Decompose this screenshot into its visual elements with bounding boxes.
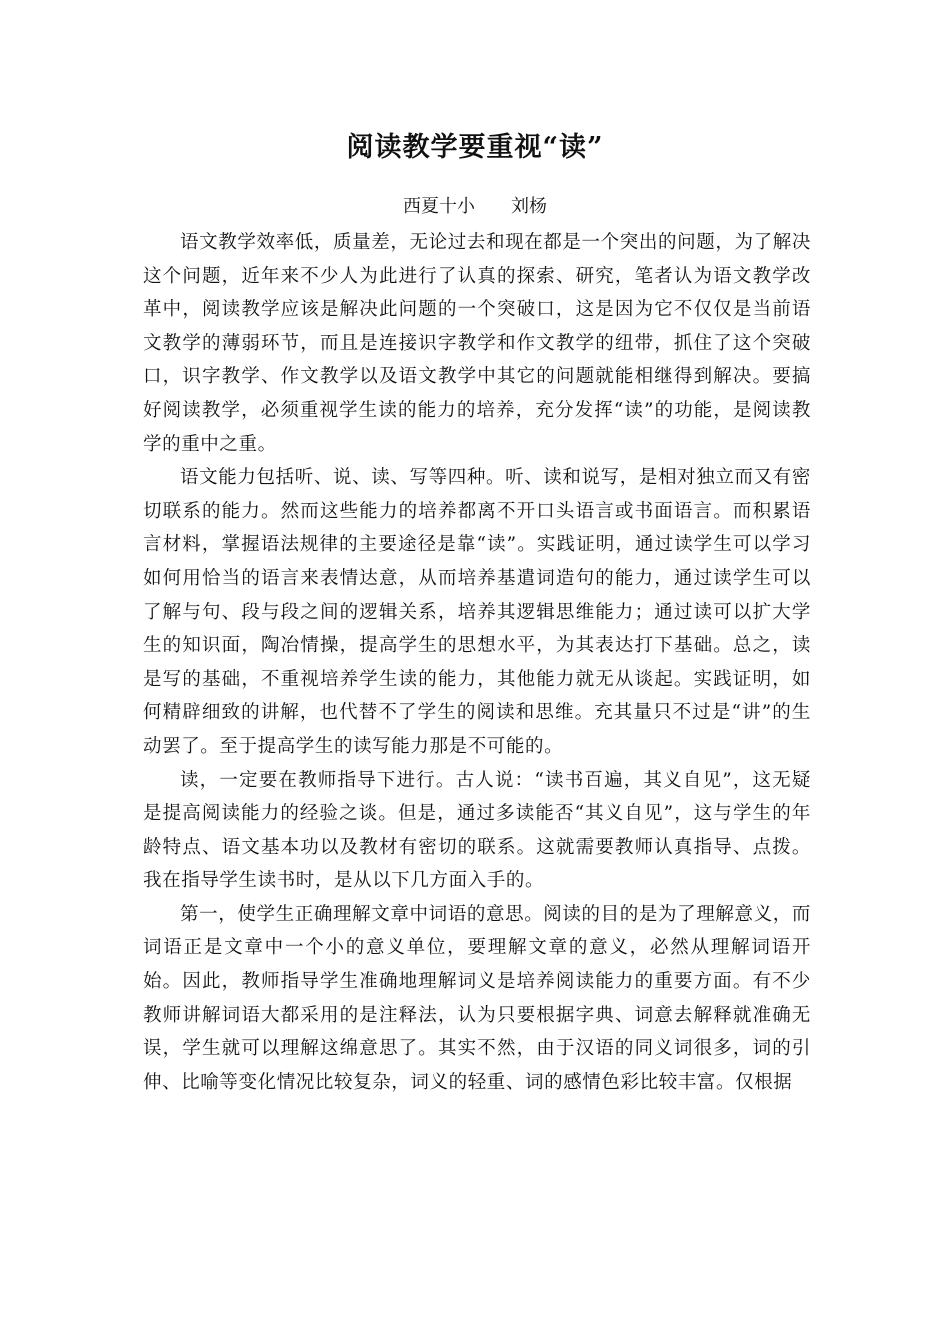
paragraph-2: 语文能力包括听、说、读、写等四种。听、读和说写，是相对独立而又有密切联系的能力。然而这些能力的培养都离不开口头语言或书面语言。而积累语言材料，掌握语法规律的主要途径是靠“读”。实践证明，通过读学生可以学习如何用恰当的语言来表情达意，从而培养基遣词造句的能力，通过读学生可以了解与句、段与段之间的逻辑关系，培养其逻辑思维能力；通过读可以扩大学生的知识面，陶冶情操，提高学生的思想水平，为其表达打下基础。总之，读是写的基础，不重视培养学生读的能力，其他能力就无从谈起。实践证明，如何精辟细致的讲解，也代替不了学生的阅读和思维。充其量只不过是“讲”的生动罢了。至于提高学生的读写能力那是不可能的。 xyxy=(143,467,811,757)
paragraph-4: 第一，使学生正确理解文章中词语的意思。阅读的目的是为了理解意义，而词语正是文章中一个小的意义单位，要理解文章的意义，必然从理解词语开始。因此，教师指导学生准确地理解词义是培养阅读能力的重要方面。有不少教师讲解词语大都采用的是注释法，认为只要根据字典、词意去解释就准确无误，学生就可以理解这绵意思了。其实不然，由于汉语的同义词很多，词的引伸、比喻等变化情况比较复杂，词义的轻重、词的感情色彩比较丰富。仅根据 xyxy=(143,903,811,1093)
paragraph-1: 语文教学效率低，质量差，无论过去和现在都是一个突出的问题，为了解决这个问题，近年来不少人为此进行了认真的探索、研究，笔者认为语文教学改革中，阅读教学应该是解决此问题的一个突破口，这是因为它不仅仅是当前语文教学的薄弱环节，而且是连接识字教学和作文教学的纽带，抓住了这个突破口，识字教学、作文教学以及语文教学中其它的问题就能相继得到解决。要搞好阅读教学，必须重视学生读的能力的培养，充分发挥“读”的功能，是阅读教学的重中之重。 xyxy=(143,232,811,455)
document-title: 阅读教学要重视“读” xyxy=(346,132,604,163)
author-name: 刘杨 xyxy=(511,196,547,217)
paragraph-3: 读，一定要在教师指导下进行。古人说：“读书百遍，其义自见”，这无疑是提高阅读能力的经验之谈。但是，通过多读能否“其义自见”，这与学生的年龄特点、语文基本功以及教材有密切的联系。这就需要教师认真指导、点拨。我在指导学生读书时，是从以下几方面入手的。 xyxy=(143,769,811,892)
body-text xyxy=(143,226,811,1099)
author-line xyxy=(0,192,950,222)
author-school: 西夏十小 xyxy=(403,196,475,217)
